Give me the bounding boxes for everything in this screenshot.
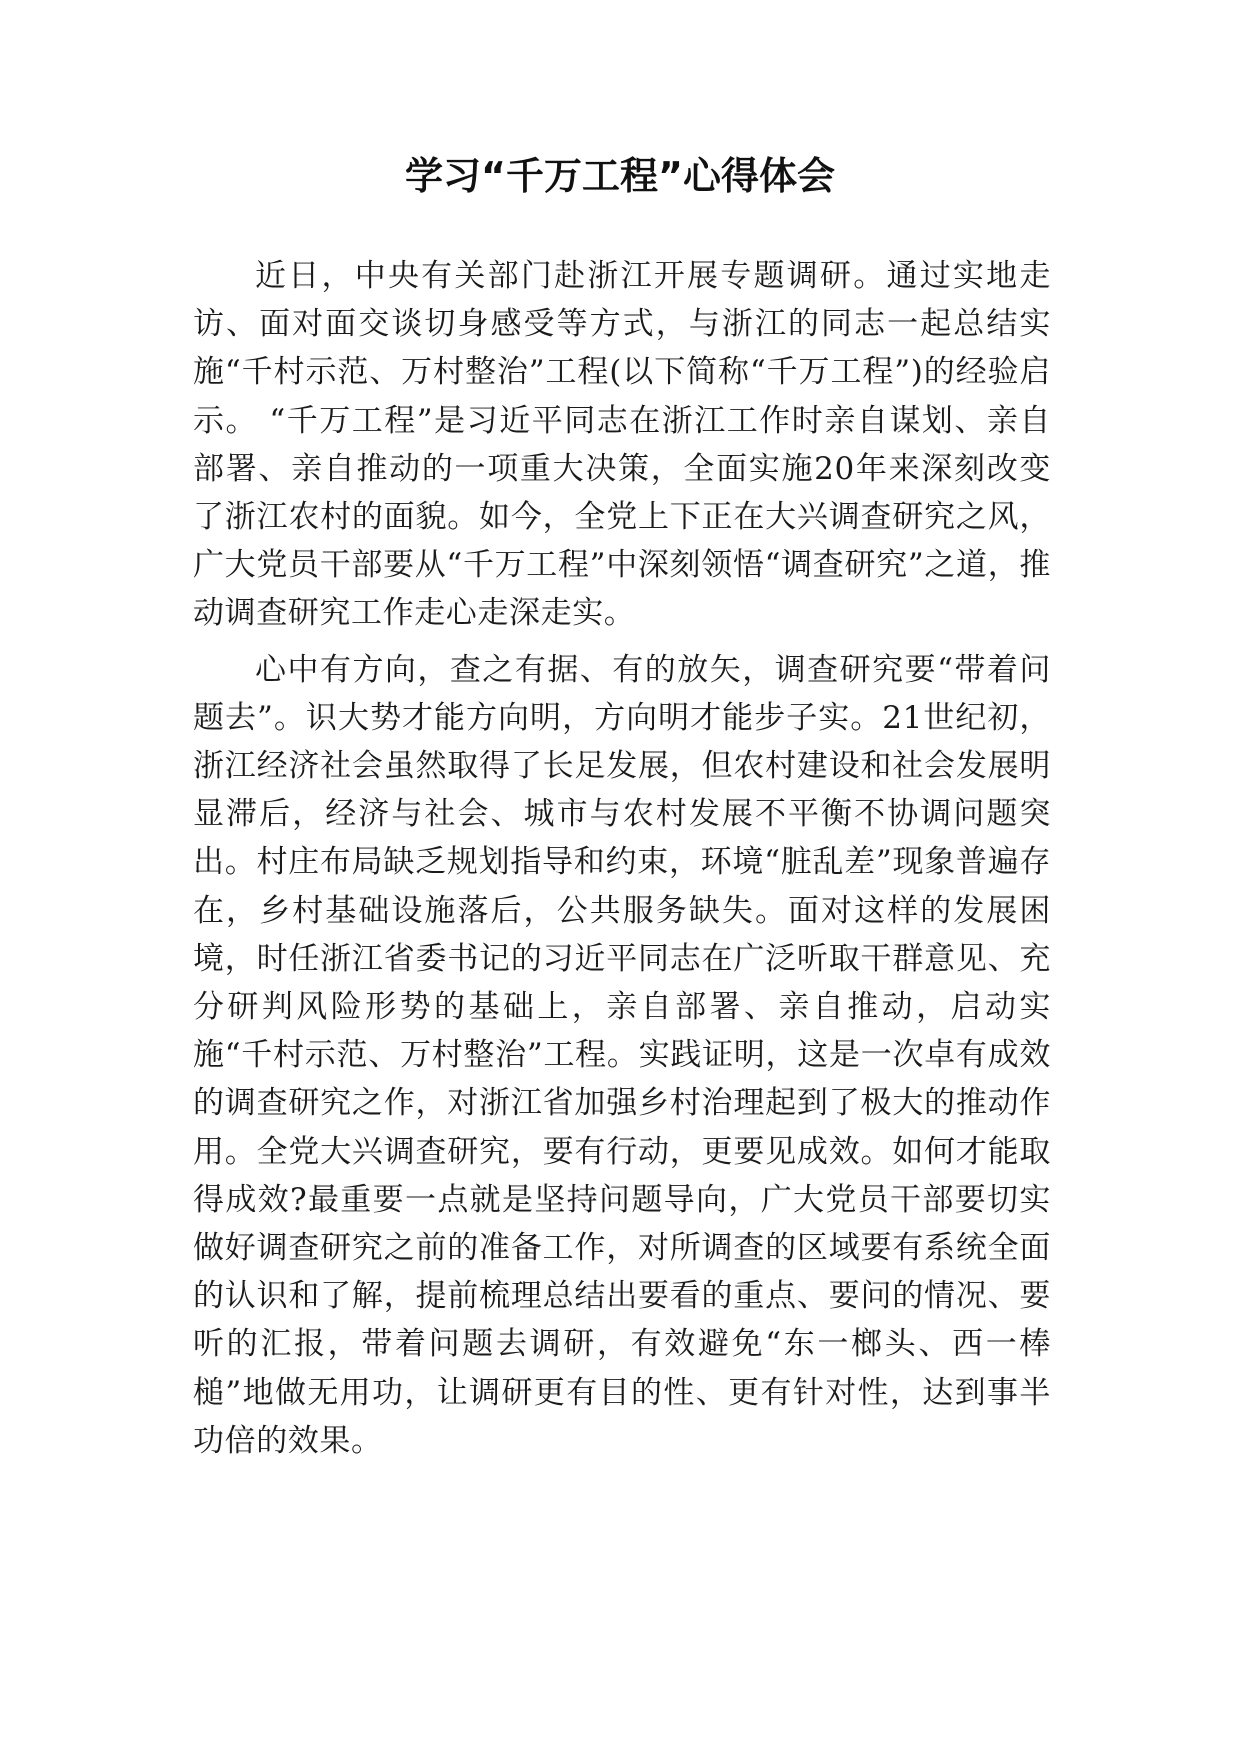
paragraph-1: 近日，中央有关部门赴浙江开展专题调研。通过实地走访、面对面交谈切身感受等方式，与浙江的同志一起总结实施“千村示范、万村整治”工程(以下简称“千万工程”)的经验启示。 “千万工程”是习近平同志在浙江工作时亲自谋划、亲自部署、亲自推动的一项重大决策，全面实施20年来深刻改变了浙江农村的面貌。如今，全党上下正在大兴调查研究之风，广大党员干部要从“千万工程”中深刻领悟“调查研究”之道，推动调查研究工作走心走深走实。 xyxy=(193,258,1051,632)
document-title: 学习“千万工程”心得体会 xyxy=(405,154,835,198)
paragraph-2: 心中有方向，查之有据、有的放矢，调查研究要“带着问题去”。识大势才能方向明，方向明才能步子实。21世纪初，浙江经济社会虽然取得了长足发展，但农村建设和社会发展明显滞后，经济与社会、城市与农村发展不平衡不协调问题突出。村庄布局缺乏规划指导和约束，环境“脏乱差”现象普遍存在，乡村基础设施落后，公共服务缺失。面对这样的发展困境，时任浙江省委书记的习近平同志在广泛听取干群意见、充分研判风险形势的基础上，亲自部署、亲自推动，启动实施“千村示范、万村整治”工程。实践证明，这是一次卓有成效的调查研究之作，对浙江省加强乡村治理起到了极大的推动作用。全党大兴调查研究，要有行动，更要见成效。如何才能取得成效?最重要一点就是坚持问题导向，广大党员干部要切实做好调查研究之前的准备工作，对所调查的区域要有系统全面的认识和了解，提前梳理总结出要看的重点、要问的情况、要听的汇报，带着问题去调研，有效避免“东一榔头、西一棒槌”地做无用功，让调研更有目的性、更有针对性，达到事半功倍的效果。 xyxy=(193,651,1051,1459)
document-body xyxy=(193,252,1051,1473)
